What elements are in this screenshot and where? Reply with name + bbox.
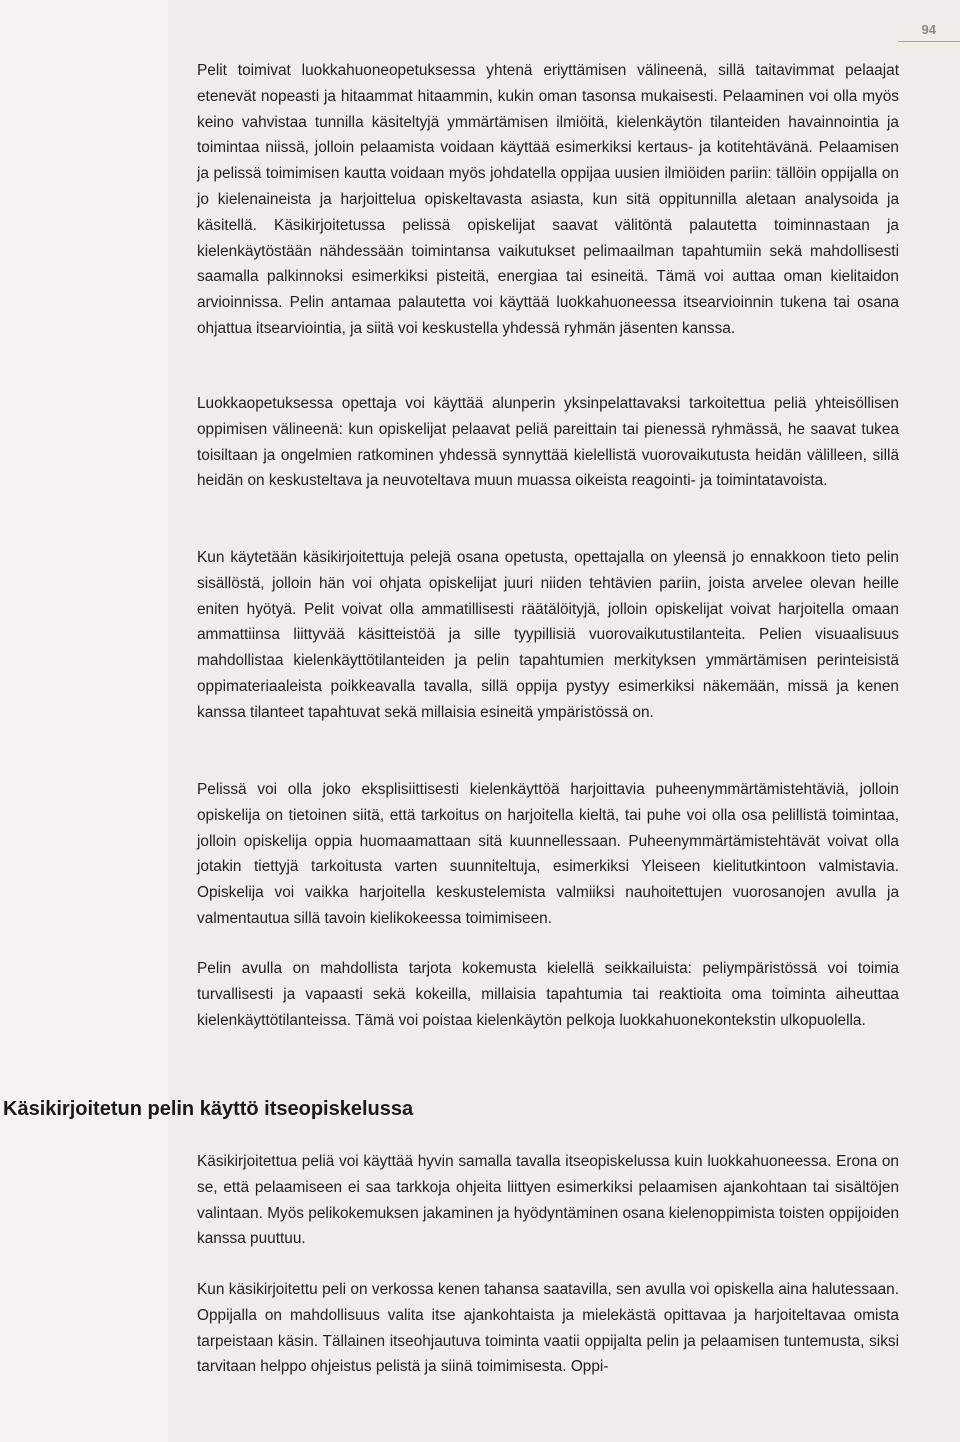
paragraph-1: Pelit toimivat luokkahuoneopetuksessa yhtenä eriyttämisen välineenä, sillä taitavimmat pelaajat etenevät nopeasti ja hitaammat hitaammin, kukin oman tasonsa mukaisesti. Pelaaminen voi olla myös keino vahvistaa tunnilla käsiteltyjä ymmärtämisen ilmiöitä, kielenkäytön tilanteiden havainnointia ja toimintaa niissä, jolloin pelaamista voidaan käyttää esimerkiksi kertaus- ja kotitehtävänä. Pelaamisen ja pelissä toimimisen kautta voidaan myös johdatella oppijaa uusien ilmiöiden pariin: tällöin oppijalla on jo kielenaineista ja harjoittelua opiskeltavasta asiasta, kun sitä oppitunnilla aletaan analysoida ja käsitellä. Käsikirjoitetussa pelissä opiskelijat saavat välitöntä palautetta toiminnastaan ja kielenkäytöstään nähdessään toimintansa vaikutukset pelimaailman tapahtumiin sekä mahdollisesti saamalla palkinnoksi esimerkiksi pisteitä, energiaa tai esineitä. Tämä voi auttaa oman kielitaidon arvioinnissa. Pelin antamaa palautetta voi käyttää luokkahuoneessa itsearvioinnin tukena tai osana ohjattua itsearviointia, ja siitä voi keskustella yhdessä ryhmän jäsenten kanssa. (197, 62, 899, 337)
page-number-rule (898, 41, 960, 42)
page-number: 94 (921, 22, 936, 37)
paragraph-4: Pelissä voi olla joko eksplisiittisesti kielenkäyttöä harjoittavia puheenymmärtämistehtäviä, jolloin opiskelija on tietoinen siitä, että tarkoitus on harjoitella kieltä, tai puhe voi olla osa pelillistä toimintaa, jolloin opiskelija oppia huomaamattaan sitä kuunnellessaan. Puheenymmärtämistehtävät voivat olla jotakin tiettyjä tarkoitusta varten suunniteltuja, esimerkiksi Yleiseen kielitutkintoon valmistavia. Opiskelija voi vaikka harjoitella keskustelemista valmiiksi nauhoitettujen vuorosanojen avulla ja valmentautua sillä tavoin kielikokeessa toimimiseen. (197, 781, 899, 927)
paragraph-6: Käsikirjoitettua peliä voi käyttää hyvin samalla tavalla itseopiskelussa kuin luokkahuoneessa. Erona on se, että pelaamiseen ei saa tarkkoja ohjeita liittyen esimerkiksi pelaamisen ajankohtaan tai sisältöjen valintaan. Myös pelikokemuksen jakaminen ja hyödyntäminen osana kielenoppimista toisten oppijoiden kanssa puuttuu. (197, 1153, 899, 1248)
paragraph-3: Kun käytetään käsikirjoitettuja pelejä osana opetusta, opettajalla on yleensä jo ennakkoon tieto pelin sisällöstä, jolloin hän voi ohjata opiskelijat juuri niiden tehtävien pariin, joista arvelee olevan heille eniten hyötyä. Pelit voivat olla ammatillisesti räätälöityjä, jolloin opiskelijat voivat harjoitella omaan ammattiinsa liittyvää käsitteistöä ja sille tyypillisiä vuorovaikutustilanteita. Pelien visuaalisuus mahdollistaa kielenkäyttötilanteiden ja pelin tapahtumien merkityksen ymmärtämisen perinteisistä oppimateriaaleista poikkeavalla tavalla, sillä oppija pystyy esimerkiksi näkemään, missä ja kenen kanssa tilanteet tapahtuvat sekä millaisia esineitä ympäristössä on. (197, 549, 899, 721)
paragraph-7: Kun käsikirjoitettu peli on verkossa kenen tahansa saatavilla, sen avulla voi opiskella aina halutessaan. Oppijalla on mahdollisuus valita itse ajankohtaista ja mielekästä opittavaa ja harjoiteltavaa omista tarpeistaan käsin. Tällainen itseohjautuva toiminta vaatii oppijalta pelin ja pelaamisen tuntemusta, siksi tarvitaan helppo ohjeistus pelistä ja siinä toimimisesta. Oppi- (197, 1281, 899, 1376)
paragraph-5: Pelin avulla on mahdollista tarjota kokemusta kielellä seikkailuista: peliympäristössä voi toimia turvallisesti ja vapaasti sekä kokeilla, millaisia tapahtumia tai reaktioita oma toiminta aiheuttaa kielenkäyttötilanteissa. Tämä voi poistaa kielenkäytön pelkoja luokkahuonekontekstin ulkopuolella. (197, 960, 899, 1029)
left-margin-strip (0, 0, 168, 1442)
section-heading: Käsikirjoitetun pelin käyttö itseopiskelussa (3, 1098, 414, 1120)
paragraph-2: Luokkaopetuksessa opettaja voi käyttää alunperin yksinpelattavaksi tarkoitettua peliä yhteisöllisen oppimisen välineenä: kun opiskelijat pelaavat peliä pareittain tai pienessä ryhmässä, he saavat tukea toisiltaan ja ongelmien ratkominen yhdessä synnyttää kielellistä vuorovaikutusta heidän välilleen, sillä heidän on keskusteltava ja neuvoteltava muun muassa oikeista reagointi- ja toimintatavoista. (197, 395, 899, 490)
